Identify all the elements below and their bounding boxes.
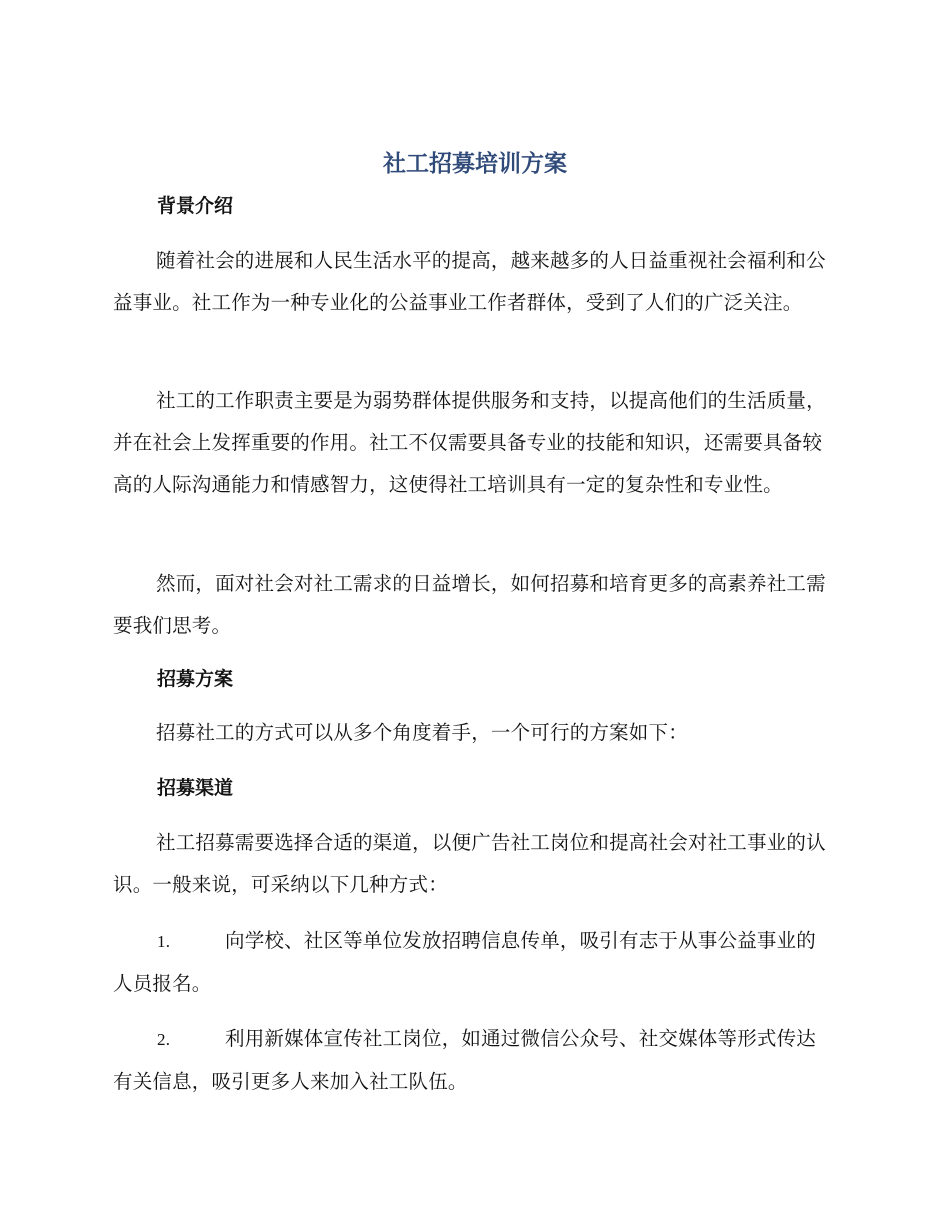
list-item bbox=[113, 920, 833, 1005]
list-item-text: 利用新媒体宣传社工岗位，如通过微信公众号、社交媒体等形式传达有关信息，吸引更多人来加入社工队伍。 bbox=[113, 1027, 817, 1093]
background-paragraph-1: 随着社会的进展和人民生活水平的提高，越来越多的人日益重视社会福利和公益事业。社工作为一种专业化的公益事业工作者群体，受到了人们的广泛关注。 bbox=[113, 249, 826, 314]
list-item-number: 1. bbox=[157, 932, 171, 951]
background-paragraph-2: 社工的工作职责主要是为弱势群体提供服务和支持，以提高他们的生活质量，并在社会上发挥重要的作用。社工不仅需要具备专业的技能和知识，还需要具备较高的人际沟通能力和情感智力，这使得社工培训具有一定的复杂性和专业性。 bbox=[113, 389, 826, 496]
section-heading-recruitment-plan: 招募方案 bbox=[157, 668, 234, 690]
section-heading-background: 背景介绍 bbox=[157, 195, 234, 217]
list-item bbox=[113, 1018, 833, 1103]
document-title: 社工招募培训方案 bbox=[383, 151, 567, 177]
recruitment-plan-paragraph: 招募社工的方式可以从多个角度着手，一个可行的方案如下： bbox=[156, 721, 688, 744]
section-heading-recruitment-channels: 招募渠道 bbox=[157, 777, 234, 799]
list-item-number: 2. bbox=[157, 1030, 171, 1049]
background-paragraph-3: 然而，面对社会对社工需求的日益增长，如何招募和培育更多的高素养社工需要我们思考。 bbox=[113, 572, 826, 637]
recruitment-channels-paragraph: 社工招募需要选择合适的渠道，以便广告社工岗位和提高社会对社工事业的认识。一般来说，可采纳以下几种方式： bbox=[113, 831, 826, 896]
list-item-text: 向学校、社区等单位发放招聘信息传单，吸引有志于从事公益事业的人员报名。 bbox=[113, 929, 817, 995]
